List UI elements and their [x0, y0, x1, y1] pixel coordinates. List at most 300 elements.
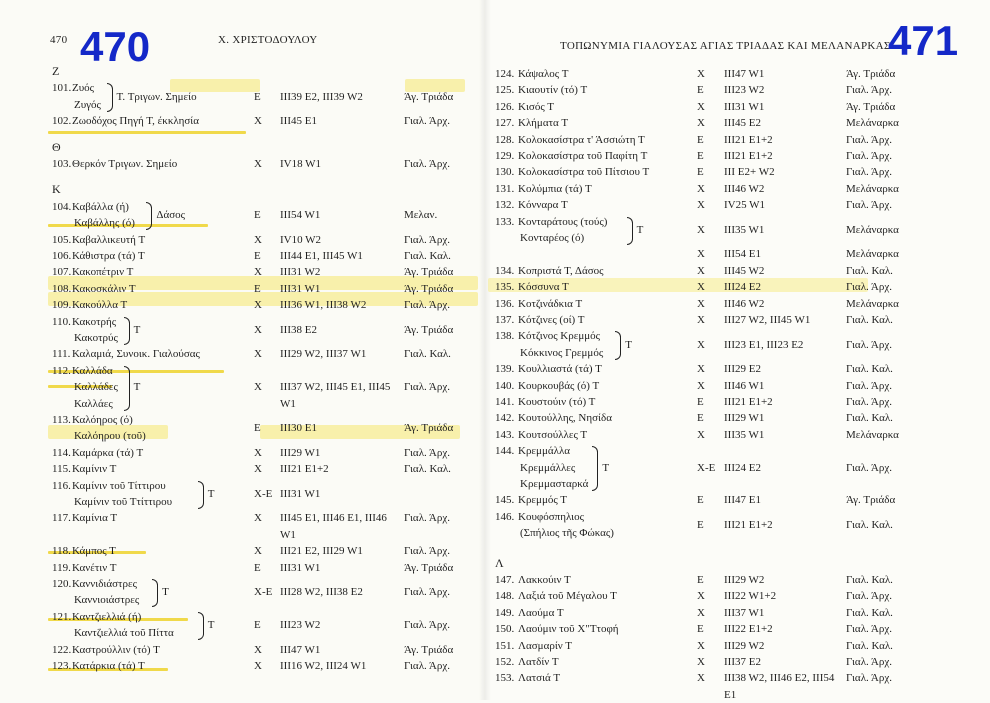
entry-name: Κότζινος Κρεμμός	[518, 330, 601, 343]
entry-language: Χ	[254, 115, 262, 128]
list-item	[0, 410, 990, 426]
entry-language: Ε	[697, 166, 704, 179]
entry-village: Μελάναρκα	[846, 248, 899, 261]
entry-number: 126.	[495, 100, 515, 113]
right-big-page-number: 471	[888, 17, 959, 64]
entry-number: 120.	[52, 578, 72, 590]
list-item	[0, 66, 990, 82]
entry-grid: III38 W2, III46 E2, III54 E1	[724, 672, 835, 701]
entry-number: 119.	[52, 561, 71, 574]
entry-language: Χ	[254, 446, 262, 459]
entry-number: 121.	[52, 610, 72, 623]
entry-village: Γιαλ. Άρχ.	[404, 545, 450, 558]
entry-number: 139.	[495, 363, 515, 376]
entry-language: Χ	[697, 314, 705, 326]
entry-name: Κακοσκάλιν Τ	[72, 282, 136, 295]
list-item	[0, 394, 990, 410]
entry-village: Μελάναρκα	[846, 117, 899, 130]
entry-language: Χ	[254, 158, 262, 170]
entry-grid: III46 W2	[724, 297, 765, 310]
entry-village: Μελαν.	[404, 208, 438, 221]
entry-village: Γιαλ. Άρχ.	[846, 281, 892, 294]
section-letter: Ζ	[52, 64, 60, 78]
entry-grid: III29 W2	[724, 639, 765, 652]
entry-number: 113.	[52, 414, 71, 426]
entry-grid: III47 W1	[280, 643, 321, 656]
entry-village: Γιαλ. Άρχ.	[846, 461, 892, 474]
entry-name: Κανέτιν Τ	[72, 561, 117, 574]
entry-name: Λαξιά τοῦ Μέγαλου Τ	[518, 590, 617, 603]
entry-grid: III46 W1	[724, 379, 765, 392]
entry-language: Ε	[697, 412, 704, 425]
entry-village: Άγ. Τριάδα	[404, 323, 454, 336]
entry-number: 137.	[495, 314, 515, 326]
entry-name: Κάθιστρα (τά) Τ	[72, 250, 145, 262]
entry-village: Γιαλ. Άρχ.	[846, 590, 892, 603]
entry-language: Χ	[697, 68, 705, 80]
entry-village: Άγ. Τριάδα	[846, 494, 896, 507]
entry-grid: III47 E1	[724, 494, 761, 507]
entry-language: Χ	[697, 248, 705, 261]
entry-number: 131.	[495, 182, 515, 195]
list-item	[0, 115, 990, 131]
entry-village: Γιαλ. Άρχ.	[846, 672, 892, 685]
entry-language: Χ	[254, 348, 262, 361]
list-item	[0, 164, 990, 180]
entry-village: Γιαλ. Άρχ.	[404, 586, 450, 599]
entry-tag: Τ	[207, 487, 215, 500]
entry-name: Κόσσυνα Τ	[518, 281, 569, 294]
entry-name: Κουτσούλλες Τ	[518, 428, 588, 441]
entry-village: Άγ. Τριάδα	[846, 68, 896, 80]
list-item	[0, 263, 990, 279]
entry-village: Γιαλ. Άρχ.	[404, 158, 450, 170]
entry-village: Γιαλ. Άρχ.	[846, 150, 892, 162]
entry-name: Κισός Τ	[518, 100, 554, 113]
entry-language: Χ	[254, 643, 262, 656]
list-item	[0, 638, 990, 654]
entry-number: 112.	[52, 364, 71, 377]
entry-grid: III45 E2	[724, 117, 761, 130]
entry-number: 118.	[52, 545, 71, 558]
entry-number: 103.	[52, 158, 72, 170]
entry-grid: III21 E1+2	[724, 518, 773, 531]
entry-grid: III23 W2	[724, 84, 765, 97]
entry-language: Χ	[697, 281, 705, 294]
entry-language: Χ	[254, 323, 262, 336]
entry-name: Κολύμπια (τά) Τ	[518, 182, 592, 195]
list-item	[0, 82, 990, 98]
entry-grid: III35 W1	[724, 428, 765, 441]
entry-number: 129.	[495, 150, 515, 162]
entry-name: Κλήματα Τ	[518, 117, 569, 130]
entry-name: Καντζιελλιά (ή)	[72, 610, 142, 623]
entry-name: Κακοπέτριν Τ	[72, 266, 134, 279]
entry-name: Κουστούιν (τό) Τ	[518, 396, 596, 408]
list-item	[0, 361, 990, 377]
entry-name: Καμάρκα (τά) Τ	[72, 446, 144, 459]
list-item	[0, 181, 990, 197]
entry-number: 101.	[52, 82, 72, 95]
list-item	[0, 670, 990, 701]
entry-name: Κολοκασίστρα τοῦ Πίτσιου Τ	[518, 166, 650, 179]
entry-name: Κακοτρής	[72, 315, 117, 328]
entry-grid: III37 E2	[724, 656, 761, 668]
entry-name: Κρεμμάλλες	[520, 461, 576, 474]
entry-name: Καλλάες	[74, 397, 113, 410]
entry-village: Γιαλ. Άρχ.	[846, 623, 892, 636]
list-item	[0, 492, 990, 508]
entry-name: Καννιοιάστρες	[74, 594, 140, 607]
entry-grid: IV10 W2	[280, 233, 322, 246]
entry-name: Καλλάδα	[72, 364, 113, 377]
entry-name: Λακκούιν Τ	[518, 574, 571, 586]
entry-grid: III27 W2, III45 W1	[724, 314, 811, 326]
entry-village: Μελάναρκα	[846, 428, 899, 441]
entry-grid: III31 W1	[724, 100, 765, 113]
entry-village: Γιαλ. Καλ.	[846, 412, 893, 425]
entry-number: 134.	[495, 264, 515, 277]
left-page-number: 470	[50, 34, 68, 46]
list-item	[0, 461, 990, 477]
entry-village: Γιαλ. Άρχ.	[404, 660, 450, 672]
entry-grid: III29 W1	[280, 446, 321, 459]
entry-number: 140.	[495, 379, 515, 392]
entry-name: Κακοτρύς	[74, 331, 118, 344]
entry-language: Χ	[254, 545, 262, 558]
list-item	[0, 605, 990, 621]
entry-language: Χ	[697, 117, 705, 130]
entry-tag: Τ	[133, 381, 141, 394]
entry-name: Κουφόσπηλιος	[518, 510, 584, 523]
entry-village: Γιαλ. Καλ.	[846, 574, 893, 586]
entry-village: Άγ. Τριάδα	[404, 422, 454, 435]
entry-grid: III21 E1+2	[724, 133, 773, 146]
entry-name: Λατσιά Τ	[518, 672, 561, 685]
entry-name: Κάψαλος Τ	[518, 68, 569, 80]
entry-number: 150.	[495, 623, 515, 636]
list-item	[0, 654, 990, 670]
entry-village: Γιαλ. Άρχ.	[846, 656, 892, 668]
entry-language: Ε	[254, 282, 261, 295]
entry-number: 144.	[495, 445, 515, 458]
list-item	[0, 346, 990, 362]
entry-language: Χ	[697, 379, 705, 392]
entry-language: Χ	[697, 199, 705, 212]
entry-village: Γιαλ. Καλ.	[846, 314, 893, 326]
entry-name: Κότζινες (οί) Τ	[518, 314, 585, 326]
entry-village: Γιαλ. Άρχ.	[846, 199, 892, 212]
entry-tag: Τ	[133, 323, 141, 336]
entry-grid: III21 E2, III29 W1	[280, 545, 363, 558]
entry-grid: III37 W2, III45 E1, III45 W1	[280, 381, 391, 410]
entry-language: Χ	[697, 606, 705, 619]
entry-number: 133.	[495, 215, 515, 228]
entry-grid: III39 E2, III39 W2	[280, 90, 363, 103]
list-item	[0, 427, 990, 443]
entry-grid: III31 W1	[280, 282, 321, 295]
list-item	[0, 132, 990, 148]
entry-grid: III21 E1+2	[280, 463, 329, 476]
entry-name: Λασμαρίν Τ	[518, 639, 573, 652]
variant-brace	[592, 446, 598, 491]
entry-name: Καλόηρος (ό)	[72, 414, 133, 426]
entry-language: Χ	[254, 381, 262, 394]
entry-village: Μελάναρκα	[846, 182, 899, 195]
left-big-page-number: 470	[80, 23, 151, 70]
list-item	[0, 99, 990, 115]
entry-language: Χ	[254, 512, 262, 525]
entry-village: Γιαλ. Άρχ.	[404, 381, 450, 394]
entry-grid: III29 W1	[724, 412, 765, 425]
entry-name: Θερκόν Τριγων. Σημείο	[72, 158, 178, 170]
entry-number: 151.	[495, 639, 515, 652]
entry-name: Καμίνιν Τ	[72, 463, 117, 476]
entry-number: 111.	[52, 348, 71, 361]
entry-grid: III44 E1, III45 W1	[280, 250, 363, 262]
entry-grid: III37 W1	[724, 606, 765, 619]
entry-grid: III16 W2, III24 W1	[280, 660, 367, 672]
left-running-head: Χ. ΧΡΙΣΤΟΔΟΥΛΟΥ	[218, 34, 318, 46]
entry-grid: III35 W1	[724, 223, 765, 236]
entry-tag: Τ	[636, 223, 644, 236]
entry-name: Καντζιελλιά τοῦ Πίττα	[74, 627, 174, 640]
entry-language: Χ-Ε	[254, 586, 273, 599]
entry-name: Κονταρέος (ό)	[520, 231, 585, 244]
entry-village: Άγ. Τριάδα	[404, 282, 454, 295]
entry-village: Γιαλ. Καλ.	[404, 348, 451, 361]
entry-language: Χ	[697, 264, 705, 277]
list-item	[0, 378, 990, 394]
entry-number: 109.	[52, 299, 72, 312]
entry-number: 149.	[495, 606, 515, 619]
entry-grid: III28 W2, III38 E2	[280, 586, 363, 599]
entry-number: 143.	[495, 428, 515, 441]
entry-grid: III36 W1, III38 W2	[280, 299, 367, 312]
list-item	[0, 279, 990, 295]
entry-number: 153.	[495, 672, 515, 685]
variant-brace	[615, 331, 621, 359]
entry-name: Κάμπος Τ	[72, 545, 116, 558]
entry-language: Ε	[697, 494, 704, 507]
entry-village: Γιαλ. Καλ.	[846, 606, 893, 619]
entry-number: 145.	[495, 494, 515, 507]
entry-language: Χ	[254, 299, 262, 312]
entry-language: Χ	[254, 660, 262, 672]
entry-grid: III45 E1	[280, 115, 317, 128]
entry-number: 138.	[495, 330, 515, 343]
entry-name: Κουτούλλης, Νησίδα	[518, 412, 612, 425]
entry-grid: IV25 W1	[724, 199, 766, 212]
entry-village: Γιαλ. Άρχ.	[846, 84, 892, 97]
entry-grid: III23 E1, III23 E2	[724, 338, 804, 351]
entry-name: Καννιδιάστρες	[72, 578, 137, 590]
entry-language: Ε	[697, 396, 704, 408]
entry-name: Κιαουτίν (τό) Τ	[518, 84, 588, 97]
entry-tag: Τ	[207, 618, 215, 631]
entry-language: Ε	[254, 561, 261, 574]
list-item	[0, 296, 990, 312]
entry-name: Καστρούλλιν (τό) Τ	[72, 643, 160, 656]
entry-village: Γιαλ. Άρχ.	[846, 133, 892, 146]
entry-village: Γιαλ. Καλ.	[846, 639, 893, 652]
entry-name: Κουλλιαστά (τά) Τ	[518, 363, 602, 376]
entry-grid: III23 W2	[280, 618, 321, 631]
entry-tag: Τ	[602, 461, 610, 474]
entry-number: 104.	[52, 200, 72, 213]
entry-village: Άγ. Τριάδα	[846, 100, 896, 113]
entry-grid: III29 W2	[724, 574, 765, 586]
entry-village: Γιαλ. Άρχ.	[404, 512, 450, 525]
entry-language: Χ-Ε	[254, 487, 273, 500]
entry-name: Κονταράτους (τούς)	[518, 215, 608, 228]
entry-language: Ε	[697, 574, 704, 586]
entry-number: 124.	[495, 68, 515, 80]
entry-grid: III45 E1, III46 E1, III46 W1	[280, 512, 387, 541]
entry-grid: III29 W2, III37 W1	[280, 348, 367, 361]
entry-language: Χ	[254, 463, 262, 476]
entry-number: 130.	[495, 166, 515, 179]
entry-name: Κρεμμασταρκά	[520, 477, 589, 490]
entry-language: Χ	[697, 338, 705, 351]
entry-grid: III38 E2	[280, 323, 317, 336]
entry-grid: III54 W1	[280, 208, 321, 221]
entry-village: Άγ. Τριάδα	[404, 266, 454, 279]
list-item	[0, 197, 990, 213]
entry-village: Άγ. Τριάδα	[404, 90, 454, 103]
entry-language: Χ	[254, 266, 262, 279]
entry-village: Γιαλ. Καλ.	[846, 363, 893, 376]
list-item	[0, 621, 990, 637]
entry-number: 135.	[495, 281, 515, 294]
entry-number: 108.	[52, 282, 72, 295]
entry-name: Κολοκασίστρα τοῦ Παφίτη Τ	[518, 150, 648, 162]
entry-language: Χ	[697, 672, 705, 685]
entry-number: 127.	[495, 117, 515, 130]
entry-name: Καβάλλης (ό)	[74, 217, 135, 230]
entry-language: Χ	[697, 428, 705, 441]
entry-language: Ε	[254, 422, 261, 435]
entry-grid: III21 E1+2	[724, 396, 773, 408]
entry-grid: III22 W1+2	[724, 590, 777, 603]
entry-language: Ε	[697, 150, 704, 162]
entry-village: Γιαλ. Καλ.	[404, 250, 451, 262]
entry-number: 128.	[495, 133, 515, 146]
entry-name: Καμίνιν τοῦ Ττίττιρου	[74, 495, 173, 508]
entry-number: 114.	[52, 446, 71, 459]
entry-grid: III22 E1+2	[724, 623, 773, 636]
entry-name: Καβαλλικευτή Τ	[72, 233, 146, 246]
right-running-head: ΤΟΠΩΝΥΜΙΑ ΓΙΑΛΟΥΣΑΣ ΑΓΙΑΣ ΤΡΙΑΔΑΣ ΚΑΙ ΜΕΛΑΝΑΡΚΑΣ	[560, 40, 891, 52]
entry-number: 102.	[52, 115, 72, 128]
entry-name: Κοπριστά Τ, Δάσος	[518, 264, 604, 277]
entry-tag: Δάσος	[156, 208, 186, 221]
entry-tag: Τ. Τριγων. Σημείο	[116, 90, 197, 103]
entry-village: Γιαλ. Άρχ.	[404, 299, 450, 312]
entry-number: 132.	[495, 199, 515, 212]
entry-number: 116.	[52, 479, 71, 492]
entry-language: Χ	[697, 223, 705, 236]
entry-name: Κοτζινάδκια Τ	[518, 297, 583, 310]
entry-name: Κουρκουβάς (ό) Τ	[518, 379, 600, 392]
entry-village: Άγ. Τριάδα	[404, 643, 454, 656]
entry-language: Ε	[697, 84, 704, 97]
entry-name: Κόνναρα Τ	[518, 199, 568, 212]
section-letter: Θ	[52, 139, 61, 154]
entry-grid: III54 E1	[724, 248, 761, 261]
entry-name: Κακούλλα Τ	[72, 299, 128, 312]
entry-grid: III46 W2	[724, 182, 765, 195]
entry-name: Κατάρκια (τά) Τ	[72, 660, 145, 672]
entry-grid: III29 E2	[724, 363, 761, 376]
list-item	[0, 232, 990, 248]
entry-number: 147.	[495, 574, 515, 586]
list-item	[0, 246, 990, 262]
entry-village: Γιαλ. Καλ.	[846, 264, 893, 277]
entry-language: Ε	[254, 90, 261, 103]
entry-name: Ζυγός	[74, 98, 101, 111]
entry-village: Μελάναρκα	[846, 297, 899, 310]
entry-language: Ε	[697, 518, 704, 531]
list-item	[0, 312, 990, 328]
entry-name: Κόκκινος Γρεμμός	[520, 346, 604, 359]
variant-brace	[627, 217, 633, 245]
entry-number: 110.	[52, 315, 71, 328]
entry-name: Κρεμμάλλα	[518, 445, 571, 458]
entry-name: Ζωοδόχος Πηγή Τ, έκκλησία	[72, 115, 199, 128]
entry-number: 146.	[495, 510, 515, 523]
entry-name: Κρεμμός Τ	[518, 494, 567, 507]
entry-name: Καμίνιν τοῦ Τίττιρου	[72, 479, 166, 492]
entry-number: 152.	[495, 656, 515, 668]
entry-village: Γιαλ. Άρχ.	[846, 166, 892, 179]
entry-name: Λαούμα Τ	[518, 606, 564, 619]
entry-village: Γιαλ. Καλ.	[404, 463, 451, 476]
entry-village: Γιαλ. Άρχ.	[404, 233, 450, 246]
list-item	[0, 588, 990, 604]
entry-grid: III30 E1	[280, 422, 317, 435]
entry-number: 123.	[52, 660, 72, 672]
entry-village: Γιαλ. Άρχ.	[404, 115, 450, 128]
entry-language: Ε	[254, 250, 261, 262]
entry-language: Χ	[697, 656, 705, 668]
entry-village: Γιαλ. Άρχ.	[846, 338, 892, 351]
entry-number: 107.	[52, 266, 72, 279]
entry-village: Γιαλ. Άρχ.	[404, 618, 450, 631]
entry-grid: III31 W1	[280, 487, 321, 500]
entry-village: Μελάναρκα	[846, 223, 899, 236]
entry-number: 136.	[495, 297, 515, 310]
entry-tag: Τ	[162, 586, 169, 599]
entry-grid: III24 E2	[724, 281, 761, 294]
entry-grid: IV18 W1	[280, 158, 322, 170]
entry-number: 115.	[52, 463, 71, 476]
list-item	[0, 572, 990, 588]
entry-number: 125.	[495, 84, 515, 97]
entry-name: Λατδίν Τ	[518, 656, 559, 668]
entry-number: 122.	[52, 643, 72, 656]
entry-language: Χ	[697, 297, 705, 310]
entry-number: 105.	[52, 233, 72, 246]
entry-name: Λαούμιν τοῦ Χ"Ττοφή	[518, 623, 619, 636]
entry-name: Καμίνια Τ	[72, 512, 118, 525]
entry-grid: III21 E1+2	[724, 150, 773, 162]
entry-name: Ζυός	[72, 82, 95, 95]
entry-grid: III31 W1	[280, 561, 321, 574]
entry-number: 142.	[495, 412, 515, 425]
entry-village: Άγ. Τριάδα	[404, 561, 454, 574]
entry-name: Καβάλλα (ή)	[72, 200, 129, 213]
